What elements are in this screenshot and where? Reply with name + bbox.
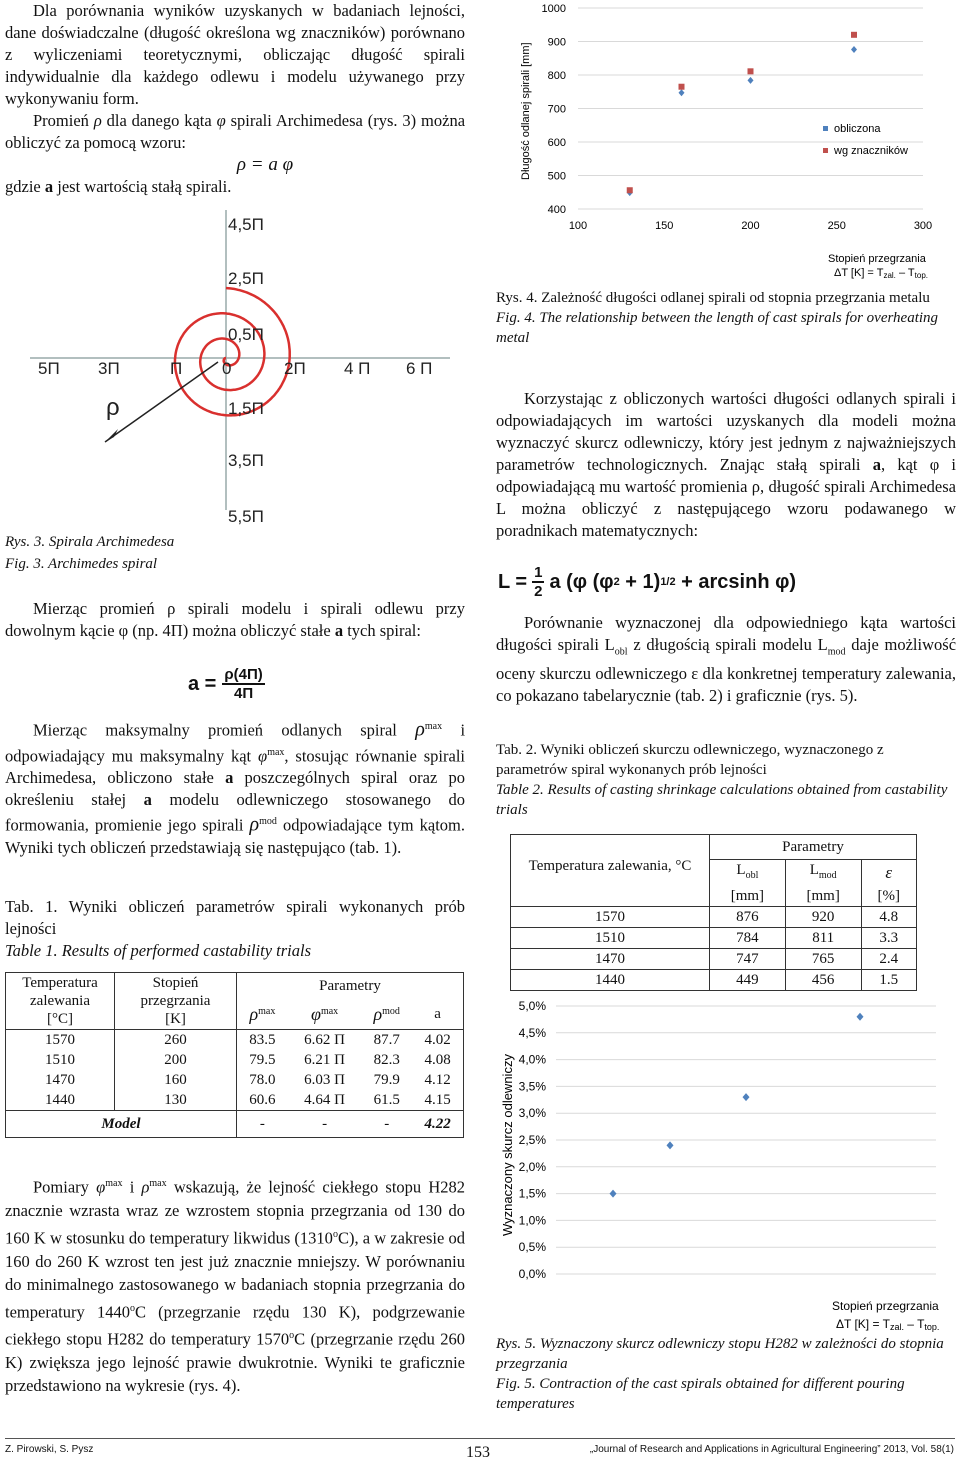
fig5-caption-pl: Rys. 5. Wyznaczony skurcz odlewniczy stopu H282 w zależności do stopnia przegrzania <box>496 1336 944 1372</box>
t1-header-rho-mod: $\rho^{mod}$ <box>373 1003 400 1024</box>
spiral-label-1-5pi: 1,5Π <box>228 399 264 418</box>
radius-arrow <box>105 362 218 442</box>
table-model-row: Model - - - 4.22 <box>6 1111 464 1138</box>
spiral-label-0: 0 <box>222 359 232 378</box>
chart2-point <box>610 1190 617 1198</box>
spiral-label-4pi: 4 Π <box>344 359 371 378</box>
chart2-ytick-label: 1,0% <box>518 1213 546 1228</box>
chart1-xtick-label: 100 <box>568 220 588 232</box>
tab1-caption-pl: Tab. 1. Wyniki obliczeń parametrów spirali wykonanych prób lejności <box>5 897 465 938</box>
footer-journal: „Journal of Research and Applications in Agricultural Engineering” 2013, Vol. 58(1) <box>589 1444 954 1455</box>
legend-label-wg-znacznikow: wg znaczników <box>834 145 908 157</box>
porownanie-paragraph: Porównanie wyznaczonej dla odpowiedniego kąta wartości długości spirali $L_{obl}$ z długością spirali modelu $L_{mod}$ daje możliwość oceny skurczu odlewniczego ε dla konkretnej temperatury zalewania, co pokazano tabelarycznie (tab. 2) i graficznie (rys. 5). <box>496 613 957 706</box>
t2-header-lobl: $L_{obl}$ <box>710 860 786 887</box>
chart1-point-obliczona <box>679 89 685 96</box>
fig5-caption-en: Fig. 5. Contraction of the cast spirals obtained for different pouring temperatures <box>496 1376 905 1412</box>
chart2-point <box>667 1141 674 1149</box>
table-1-header-row <box>6 973 464 999</box>
chart2-xlabel-line1: Stopień przegrzania <box>832 1299 939 1313</box>
chart1-xlabel-line1: Stopień przegrzania <box>828 253 926 265</box>
intro-paragraph: Dla porównania wyników uzyskanych w badaniach lejności, dane doświadczalne (długość określona wg znaczników) porównano z wyliczeniami teoretycznymi, obliczając długość spirali indywidualnie dla każdego odlewu i modelu używanego przy wykonywaniu form. <box>5 1 465 108</box>
chart1-xlabel-line2: ΔT [K] = Tzal. – Ttop. <box>834 267 928 280</box>
t2-unit-lmod: [mm] <box>785 886 861 907</box>
t1-header-params: Parametry <box>237 973 464 999</box>
chart1-point-obliczona <box>851 46 857 53</box>
spiral-label-2pi: 2Π <box>284 359 306 378</box>
chart2-point <box>857 1013 864 1021</box>
chart1-xtick-label: 250 <box>827 220 846 232</box>
table-row: 1510 784 811 3.3 <box>511 928 917 949</box>
chart1-point-wg-znacznikow <box>748 68 754 74</box>
chart1-xtick-label: 200 <box>741 220 760 232</box>
t1-header-temp: Temperatura zalewania [°C] <box>6 973 115 1030</box>
table-row: 1440 449 456 1.5 <box>511 970 917 991</box>
chart2-ylabel: Wyznaczony skurcz odlewniczy <box>500 1054 515 1236</box>
chart1-point-wg-znacznikow <box>679 84 685 90</box>
table-row: 1440 130 60.6 4.64 Π 61.5 4.15 <box>6 1090 464 1111</box>
chart2-xlabel-line2: ΔT [K] = Tzal. – Ttop. <box>836 1317 940 1332</box>
chart2-ytick-label: 2,0% <box>518 1159 546 1174</box>
chart2-point <box>743 1093 750 1101</box>
table-2 <box>510 834 917 991</box>
chart1-point-wg-znacznikow <box>627 187 633 193</box>
footer-page-number: 153 <box>466 1444 490 1461</box>
fig3-caption-en: Fig. 3. Archimedes spiral <box>5 556 158 572</box>
footer-divider <box>5 1438 955 1439</box>
chart1-point-wg-znacznikow <box>851 32 857 38</box>
tab1-caption-en: Table 1. Results of performed castability trials <box>5 941 312 960</box>
chart2-ytick-label: 1,5% <box>518 1186 546 1201</box>
chart2-ytick-label: 0,0% <box>518 1267 546 1281</box>
table-row: 1570 876 920 4.8 <box>511 907 917 928</box>
spiral-label-5-5pi: 5,5Π <box>228 507 264 526</box>
t2-unit-lobl: [mm] <box>710 886 786 907</box>
chart1-xtick-label: 150 <box>655 220 674 232</box>
legend-label-obliczona: obliczona <box>834 123 881 135</box>
measure-paragraph: Mierząc promień ρ spirali modelu i spirali odlewu przy dowolnym kącie φ (np. 4Π) można obliczyć stałe a tych spiral: <box>5 599 465 640</box>
chart1-ytick-label: 600 <box>547 137 566 149</box>
spiral-label-4-5pi: 4,5Π <box>228 215 264 234</box>
korzystajac-paragraph: Korzystając z obliczonych wartości długości odlanych spirali i odpowiadających im wartości uzyskanych dla modeli można wyznaczyć skurcz odlewniczy, który jest jednym z najważniejszych parametrów technologicznych. Znając stałą spirali a, kąt φ i odpowiadającą mu wartość promienia ρ, długość spirali Archimedesa L można obliczyć z następującego wzoru podawanego w poradnikach matematycznych: <box>496 389 957 540</box>
formula-rho-a-phi: ρ = a φ <box>236 154 294 175</box>
chart1-ytick-label: 900 <box>547 36 566 49</box>
spiral-label-pi: Π <box>170 359 183 378</box>
chart2-ytick-label: 3,5% <box>518 1079 546 1094</box>
chart1-ytick-label: 500 <box>547 170 566 183</box>
archimedes-spiral-figure <box>30 210 450 530</box>
table-row: 1510 200 79.5 6.21 Π 82.3 4.08 <box>6 1050 464 1070</box>
spiral-label-2-5pi: 2,5Π <box>228 269 264 288</box>
chart1-ytick-label: 400 <box>547 204 566 216</box>
spiral-label-6pi: 6 Π <box>406 359 433 378</box>
spiral-curve <box>175 288 290 415</box>
chart1-ytick-label: 800 <box>547 70 566 82</box>
tab2-caption-en: Table 2. Results of casting shrinkage calculations obtained from castability trials <box>496 782 948 818</box>
fig3-caption-pl: Rys. 3. Spirala Archimedesa <box>5 534 175 550</box>
spiral-label-5pi: 5Π <box>38 359 60 378</box>
formula-length: L = $\frac{1}{2}$ a (φ (φ 2 + 1) 1/2 + arcsinh φ) <box>498 564 797 600</box>
t2-unit-eps: [%] <box>877 888 901 904</box>
chart2-ytick-label: 5,0% <box>518 999 546 1013</box>
spiral-label-rho: ρ <box>106 394 120 421</box>
radius-paragraph: Promień ρ dla danego kąta φ spirali Archimedesa (rys. 3) można obliczyć za pomocą wzoru: <box>5 111 466 152</box>
fig4-caption-pl: Rys. 4. Zależność długości odlanej spirali od stopnia przegrzania metalu <box>496 290 930 306</box>
spiral-label-0-5pi: 0,5Π <box>228 325 264 344</box>
t2-header-eps: ε <box>885 863 893 882</box>
chart1-ylabel: Długość odlanej spirali [mm] <box>520 42 532 180</box>
legend-marker-obliczona <box>823 126 828 131</box>
t1-header-a: a <box>434 1005 441 1022</box>
chart2-ytick-label: 4,0% <box>518 1052 546 1067</box>
t2-header-params: Parametry <box>710 835 917 860</box>
t2-header-temp: Temperatura zalewania, °C <box>511 835 710 907</box>
chart1-xtick-label: 300 <box>913 220 933 232</box>
chart1-point-obliczona <box>748 77 754 84</box>
t1-header-stopien: Stopień przegrzania [K] <box>115 973 237 1030</box>
spiral-label-3pi: 3Π <box>98 359 120 378</box>
table-row: 1470 160 78.0 6.03 Π 79.9 4.12 <box>6 1070 464 1090</box>
chart-fig4-spiral-length <box>508 0 948 282</box>
chart2-ytick-label: 0,5% <box>518 1240 546 1255</box>
chart2-ytick-label: 4,5% <box>518 1025 546 1040</box>
t1-header-rho-max: $\rho^{max}$ <box>237 998 288 1029</box>
chart-fig5-shrinkage <box>496 994 952 1334</box>
chart2-ytick-label: 2,5% <box>518 1133 546 1147</box>
max-paragraph: Mierząc maksymalny promień odlanych spiral $\rho^{max}$ i odpowiadający mu maksymalny kąt $\varphi^{max}$, stosując równanie spirali Archimedesa, obliczono stałe a poszczególnych spiral oraz po określeniu stałej a modelu odlewniczego stosowanego do formowania, promienie jego spirali $\rho^{mod}$ odpowiadające tym kątom. Wyniki tych obliczeń przedstawiają się następująco (tab. 1). <box>5 718 466 857</box>
final-paragraph: Pomiary $\varphi^{max}$ i $\rho^{max}$ wskazują, że lejność ciekłego stopu H282 znacznie wzrasta wraz ze wzrostem stopnia przegrzania od 130 do 160 K w stosunku do temperatury likwidus (1310$^o$C), a w zakresie od 160 do 260 K wzrost ten jest już znacznie mniejszy. W porównaniu do minimalnego zastosowanego w badaniach stopnia przegrzania do temperatury 1440$^o$C (przegrzanie rzędu 130 K), podgrzewanie ciekłego stopu H282 do temperatury 1570$^o$C (przegrzanie rzędu 260 K) zwiększa jego lejność prawie dwukrotnie. Wyniki te graficznie przedstawiono na wykresie (rys. 4). <box>5 1177 466 1395</box>
table-row: 1470 747 765 2.4 <box>511 949 917 970</box>
where-paragraph: gdzie a jest wartością stałą spirali. <box>5 177 232 196</box>
formula-a: a = $\frac{\rho(4\Pi)}{4\Pi}$ <box>188 666 263 702</box>
t2-header-lmod: $L_{mod}$ <box>785 860 861 887</box>
chart1-legend <box>823 123 908 157</box>
table-1 <box>5 972 464 1138</box>
chart2-ytick-label: 3,0% <box>518 1106 546 1121</box>
chart1-ytick-label: 700 <box>547 103 566 116</box>
spiral-label-3-5pi: 3,5Π <box>228 451 264 470</box>
chart1-ytick-label: 1000 <box>541 3 566 15</box>
footer-authors: Z. Pirowski, S. Pysz <box>5 1444 94 1455</box>
t1-header-phi-max: $\varphi^{max}$ <box>310 1003 339 1024</box>
legend-marker-wg-znacznikow <box>823 148 828 153</box>
fig4-caption-en: Fig. 4. The relationship between the length of cast spirals for overheating metal <box>496 310 939 346</box>
table-row: 1570 260 83.5 6.62 Π 87.7 4.02 <box>6 1030 464 1051</box>
tab2-caption-pl: Tab. 2. Wyniki obliczeń skurczu odlewniczego, wyznaczonego z parametrów spiral wykonanych prób lejności <box>496 742 884 778</box>
